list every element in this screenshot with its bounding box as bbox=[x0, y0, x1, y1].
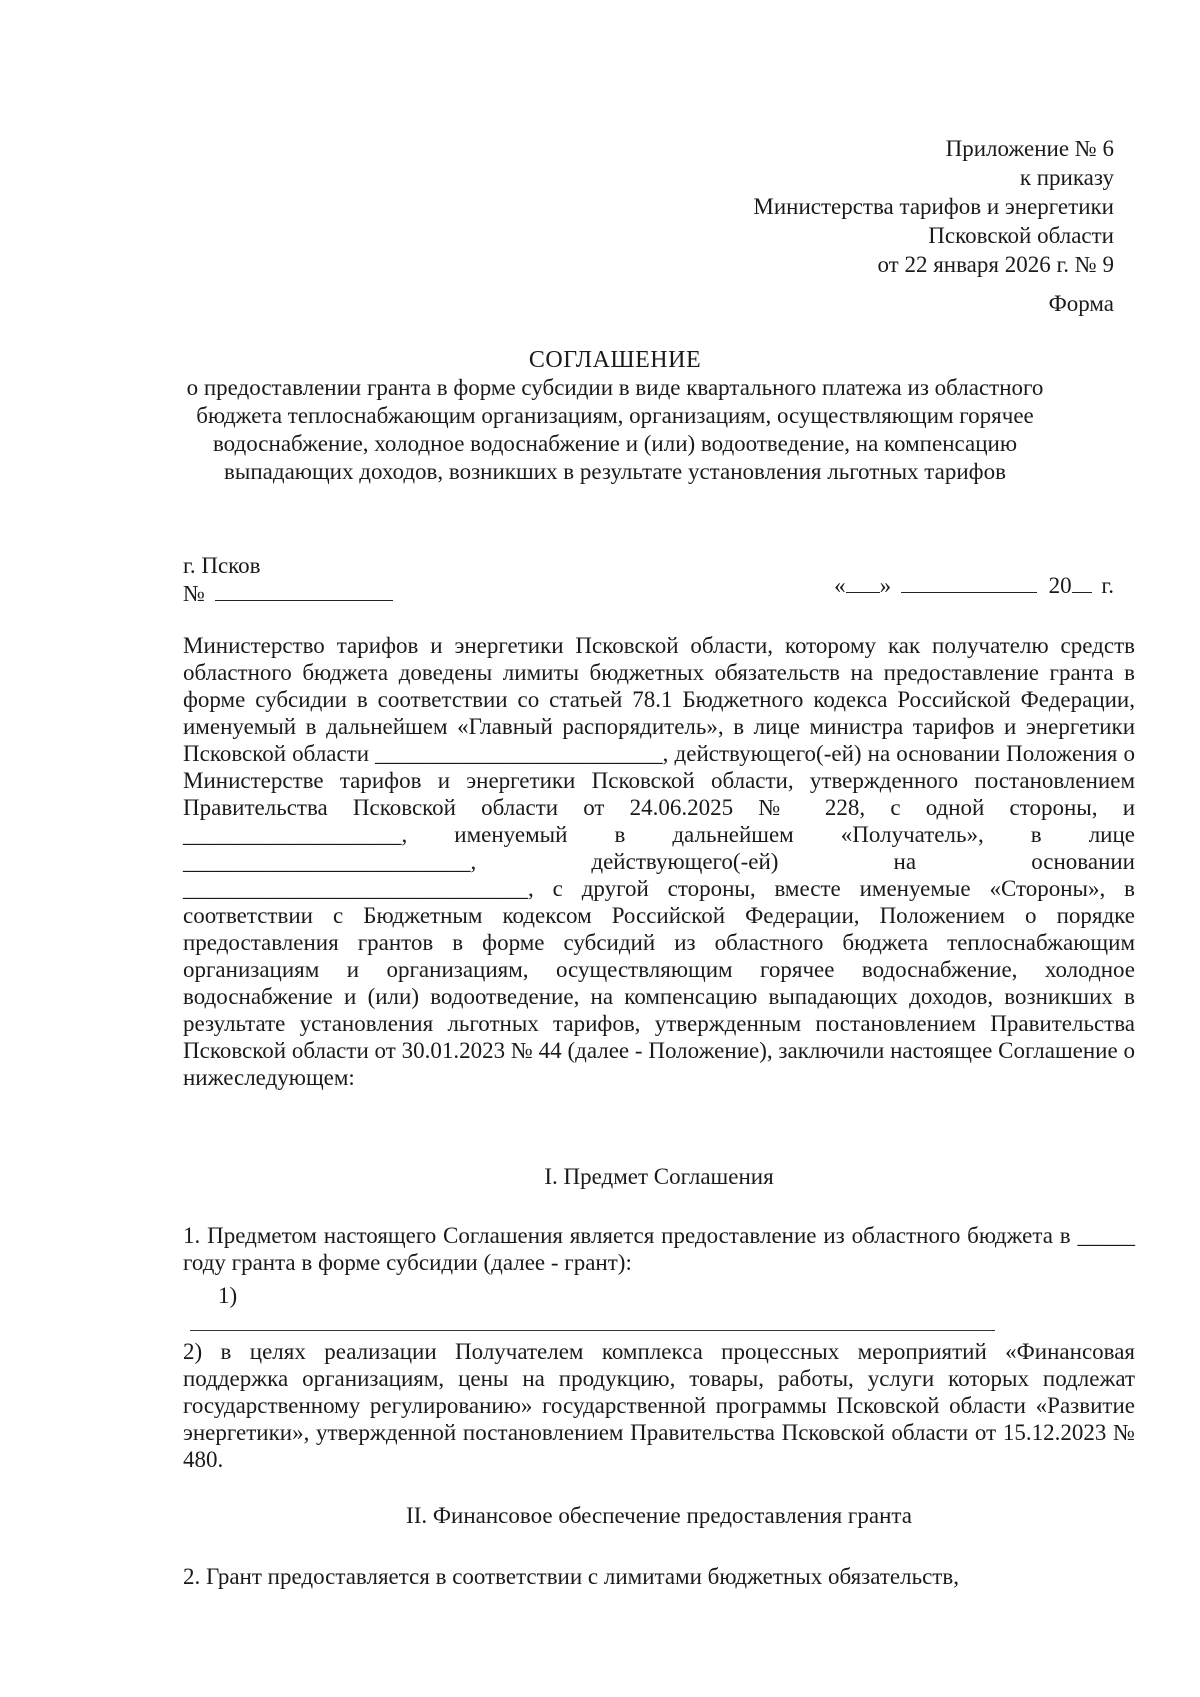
section-1-title: I. Предмет Соглашения bbox=[544, 1164, 774, 1189]
section-2-title: II. Финансовое обеспечение предоставления гранта bbox=[406, 1503, 912, 1528]
clause-2: 2. Грант предоставляется в соответствии с лимитами бюджетных обязательств, bbox=[183, 1564, 959, 1589]
agreement-title: СОГЛАШЕНИЕ bbox=[528, 347, 702, 373]
agreement-date-line bbox=[834, 572, 1114, 599]
appendix-order-ref: к приказу bbox=[1019, 165, 1114, 190]
date-year-suffix: г. bbox=[1101, 573, 1114, 598]
preamble-paragraph: Министерство тарифов и энергетики Псковской области, которому как получателю средств областного бюджета доведены лимиты бюджетных обязательств на предоставление гранта в форме субсидии в соответствии со статьей 78.1 Бюджетного кодекса Российской Федерации, именуемый в дальнейшем «Главный распорядитель», в лице министра тарифов и энергетики Псковской области _________________________, действующего(-ей) на основании Положения о Министерстве тарифов и энергетики Псковской области, утвержденного постановлением Правительства Псковской области от 24.06.2025 № 228, с одной стороны, и ___________________, именуемый в дальнейшем «Получатель», в лице _________________________, действующего(-ей) на основании ______________________________, с другой стороны, вместе именуемые «Стороны», в соответствии с Бюджетным кодексом Российской Федерации, Положением о порядке предоставления грантов в форме субсидий из областного бюджета теплоснабжающим организациям и организациям, осуществляющим горячее водоснабжение, холодное водоснабжение и (или) водоотведение, на компенсацию выпадающих доходов, возникших в результате установления льготных тарифов, утвержденным постановлением Правительства Псковской области от 30.01.2023 № 44 (далее - Положение), заключили настоящее Соглашение о нижеследующем: bbox=[183, 633, 1135, 1090]
place-of-signing: г. Псков bbox=[183, 553, 261, 578]
appendix-date: от 22 января 2026 г. № 9 bbox=[877, 252, 1114, 277]
form-label: Форма bbox=[1048, 291, 1114, 316]
date-close-quote: » bbox=[879, 573, 892, 598]
appendix-header bbox=[753, 134, 1114, 279]
appendix-number: Приложение № 6 bbox=[945, 136, 1114, 161]
date-year-blank bbox=[1072, 572, 1092, 593]
date-year-prefix: 20 bbox=[1048, 573, 1072, 598]
document-title bbox=[180, 346, 1050, 486]
number-sign: № bbox=[183, 581, 205, 606]
clause-1: 1. Предметом настоящего Соглашения является предоставление из областного бюджета в _____ году гранта в форме субсидии (далее - грант): bbox=[183, 1223, 1135, 1275]
clause-1-item-2: 2) в целях реализации Получателем комплекса процессных мероприятий «Финансовая поддержка организациям, цены на продукцию, товары, работы, услуги которых подлежат государственному регулированию» государственной программы Псковской области «Развитие энергетики», утвержденной постановлением Правительства Псковской области от 15.12.2023 № 480. bbox=[183, 1339, 1135, 1472]
date-month-blank bbox=[901, 572, 1037, 593]
appendix-region: Псковской области bbox=[928, 223, 1114, 248]
agreement-subtitle: о предоставлении гранта в форме субсидии в виде квартального платежа из областного бюджета теплоснабжающим организациям, организациям, осуществляющим горячее водоснабжение, холодное водоснабжение и (или) водоотведение, на компенсацию выпадающих доходов, возникших в результате установления льготных тарифов bbox=[186, 375, 1044, 484]
date-open-quote: « bbox=[834, 573, 846, 598]
agreement-number-line bbox=[183, 580, 393, 607]
date-day-blank bbox=[846, 572, 880, 593]
clause-1-item-1: 1) bbox=[218, 1283, 238, 1308]
clause-1-item-1-blank-line bbox=[190, 1330, 995, 1331]
appendix-ministry: Министерства тарифов и энергетики bbox=[753, 194, 1114, 219]
agreement-number-blank bbox=[215, 580, 393, 601]
